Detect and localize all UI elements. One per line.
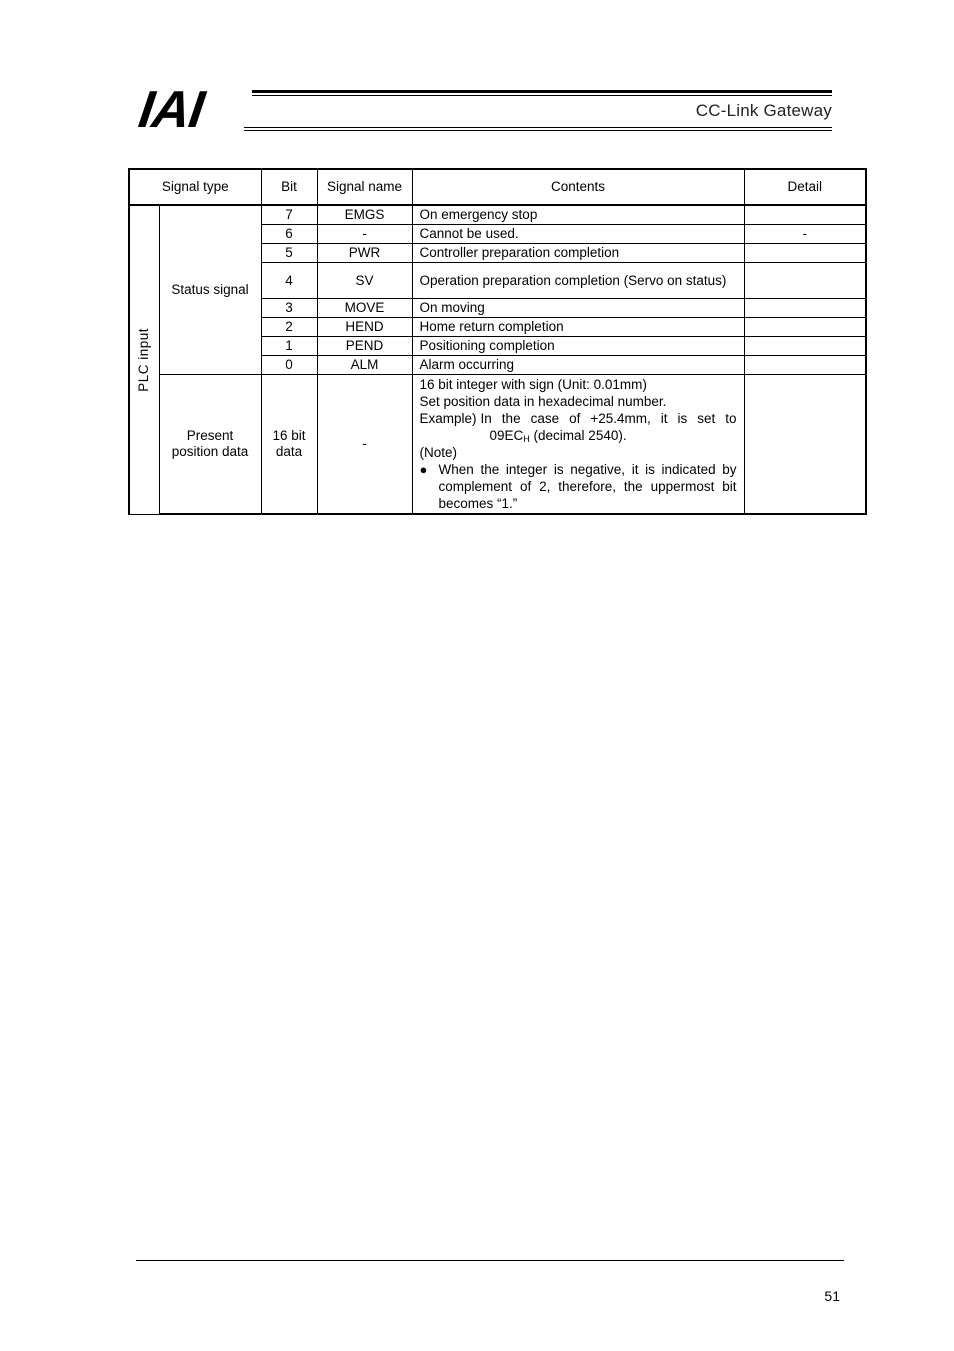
bit-cell: 3 [261,299,317,318]
header-rule [244,127,832,128]
header-bit: Bit [261,169,317,205]
signal-name-cell: HEND [317,318,412,337]
signal-name-cell: - [317,225,412,244]
contents-cell: Alarm occurring [412,356,744,375]
bit-cell: 2 [261,318,317,337]
group-plc-input [129,205,159,514]
present-position-label: Present position data [159,375,261,515]
bit-cell: 1 [261,337,317,356]
footer-rule [136,1260,844,1261]
signal-name-cell: PWR [317,244,412,263]
signal-name-cell: SV [317,263,412,299]
contents-cell: Controller preparation completion [412,244,744,263]
document-title: CC-Link Gateway [695,101,832,120]
detail-cell [744,263,866,299]
bit-cell: 4 [261,263,317,299]
contents-cell: Home return completion [412,318,744,337]
contents-line: 16 bit integer with sign (Unit: 0.01mm) [419,377,647,392]
iai-logo: IAI [135,81,207,139]
note-label: (Note) [419,445,458,460]
detail-cell [744,337,866,356]
header-rule [252,90,832,93]
header-rule [252,95,832,96]
bit-cell: 16 bit data [261,375,317,515]
table-header-row [129,169,866,205]
header-signal-name: Signal name [317,169,412,205]
bit-cell: 6 [261,225,317,244]
detail-cell [744,356,866,375]
page-number: 51 [824,1288,840,1304]
contents-cell [412,375,744,515]
bit-cell: 5 [261,244,317,263]
detail-cell [744,299,866,318]
contents-cell: Cannot be used. [412,225,744,244]
header-detail: Detail [744,169,866,205]
example-tail: (decimal 2540). [529,428,627,443]
example-text: In the case of +25.4mm, it is set to [480,411,737,426]
detail-cell [744,318,866,337]
contents-cell: On moving [412,299,744,318]
signal-name-cell: EMGS [317,205,412,225]
example-key: Example) [419,411,477,426]
contents-cell: Operation preparation completion (Servo on status) [412,263,744,299]
signal-name-cell: - [317,375,412,515]
header-signal-type: Signal type [129,169,261,205]
example-line [420,410,737,427]
signal-name-cell: ALM [317,356,412,375]
example-value: 09EC [489,428,524,443]
bullet-icon: ● [419,462,428,477]
bullet-text: When the integer is negative, it is indicated by complement of 2, therefore, the uppermost bit becomes “1.” [438,462,737,511]
header-contents: Contents [412,169,744,205]
contents-cell: Positioning completion [412,337,744,356]
signal-name-cell: PEND [317,337,412,356]
table-row-present-position [129,375,866,515]
contents-cell: On emergency stop [412,205,744,225]
detail-cell [744,205,866,225]
header-rule [244,130,832,131]
group-label: PLC input [136,327,152,392]
bit-cell: 7 [261,205,317,225]
bit-cell: 0 [261,356,317,375]
contents-line: Set position data in hexadecimal number. [419,394,667,409]
hex-subscript: H [523,434,530,444]
detail-cell [744,244,866,263]
detail-cell [744,375,866,515]
note-bullet-item [420,461,737,512]
table-row [129,205,866,225]
detail-cell: - [744,225,866,244]
plc-input-signal-table [128,168,867,515]
example-value-line [420,427,737,444]
status-signal-label: Status signal [159,205,261,375]
signal-name-cell: MOVE [317,299,412,318]
